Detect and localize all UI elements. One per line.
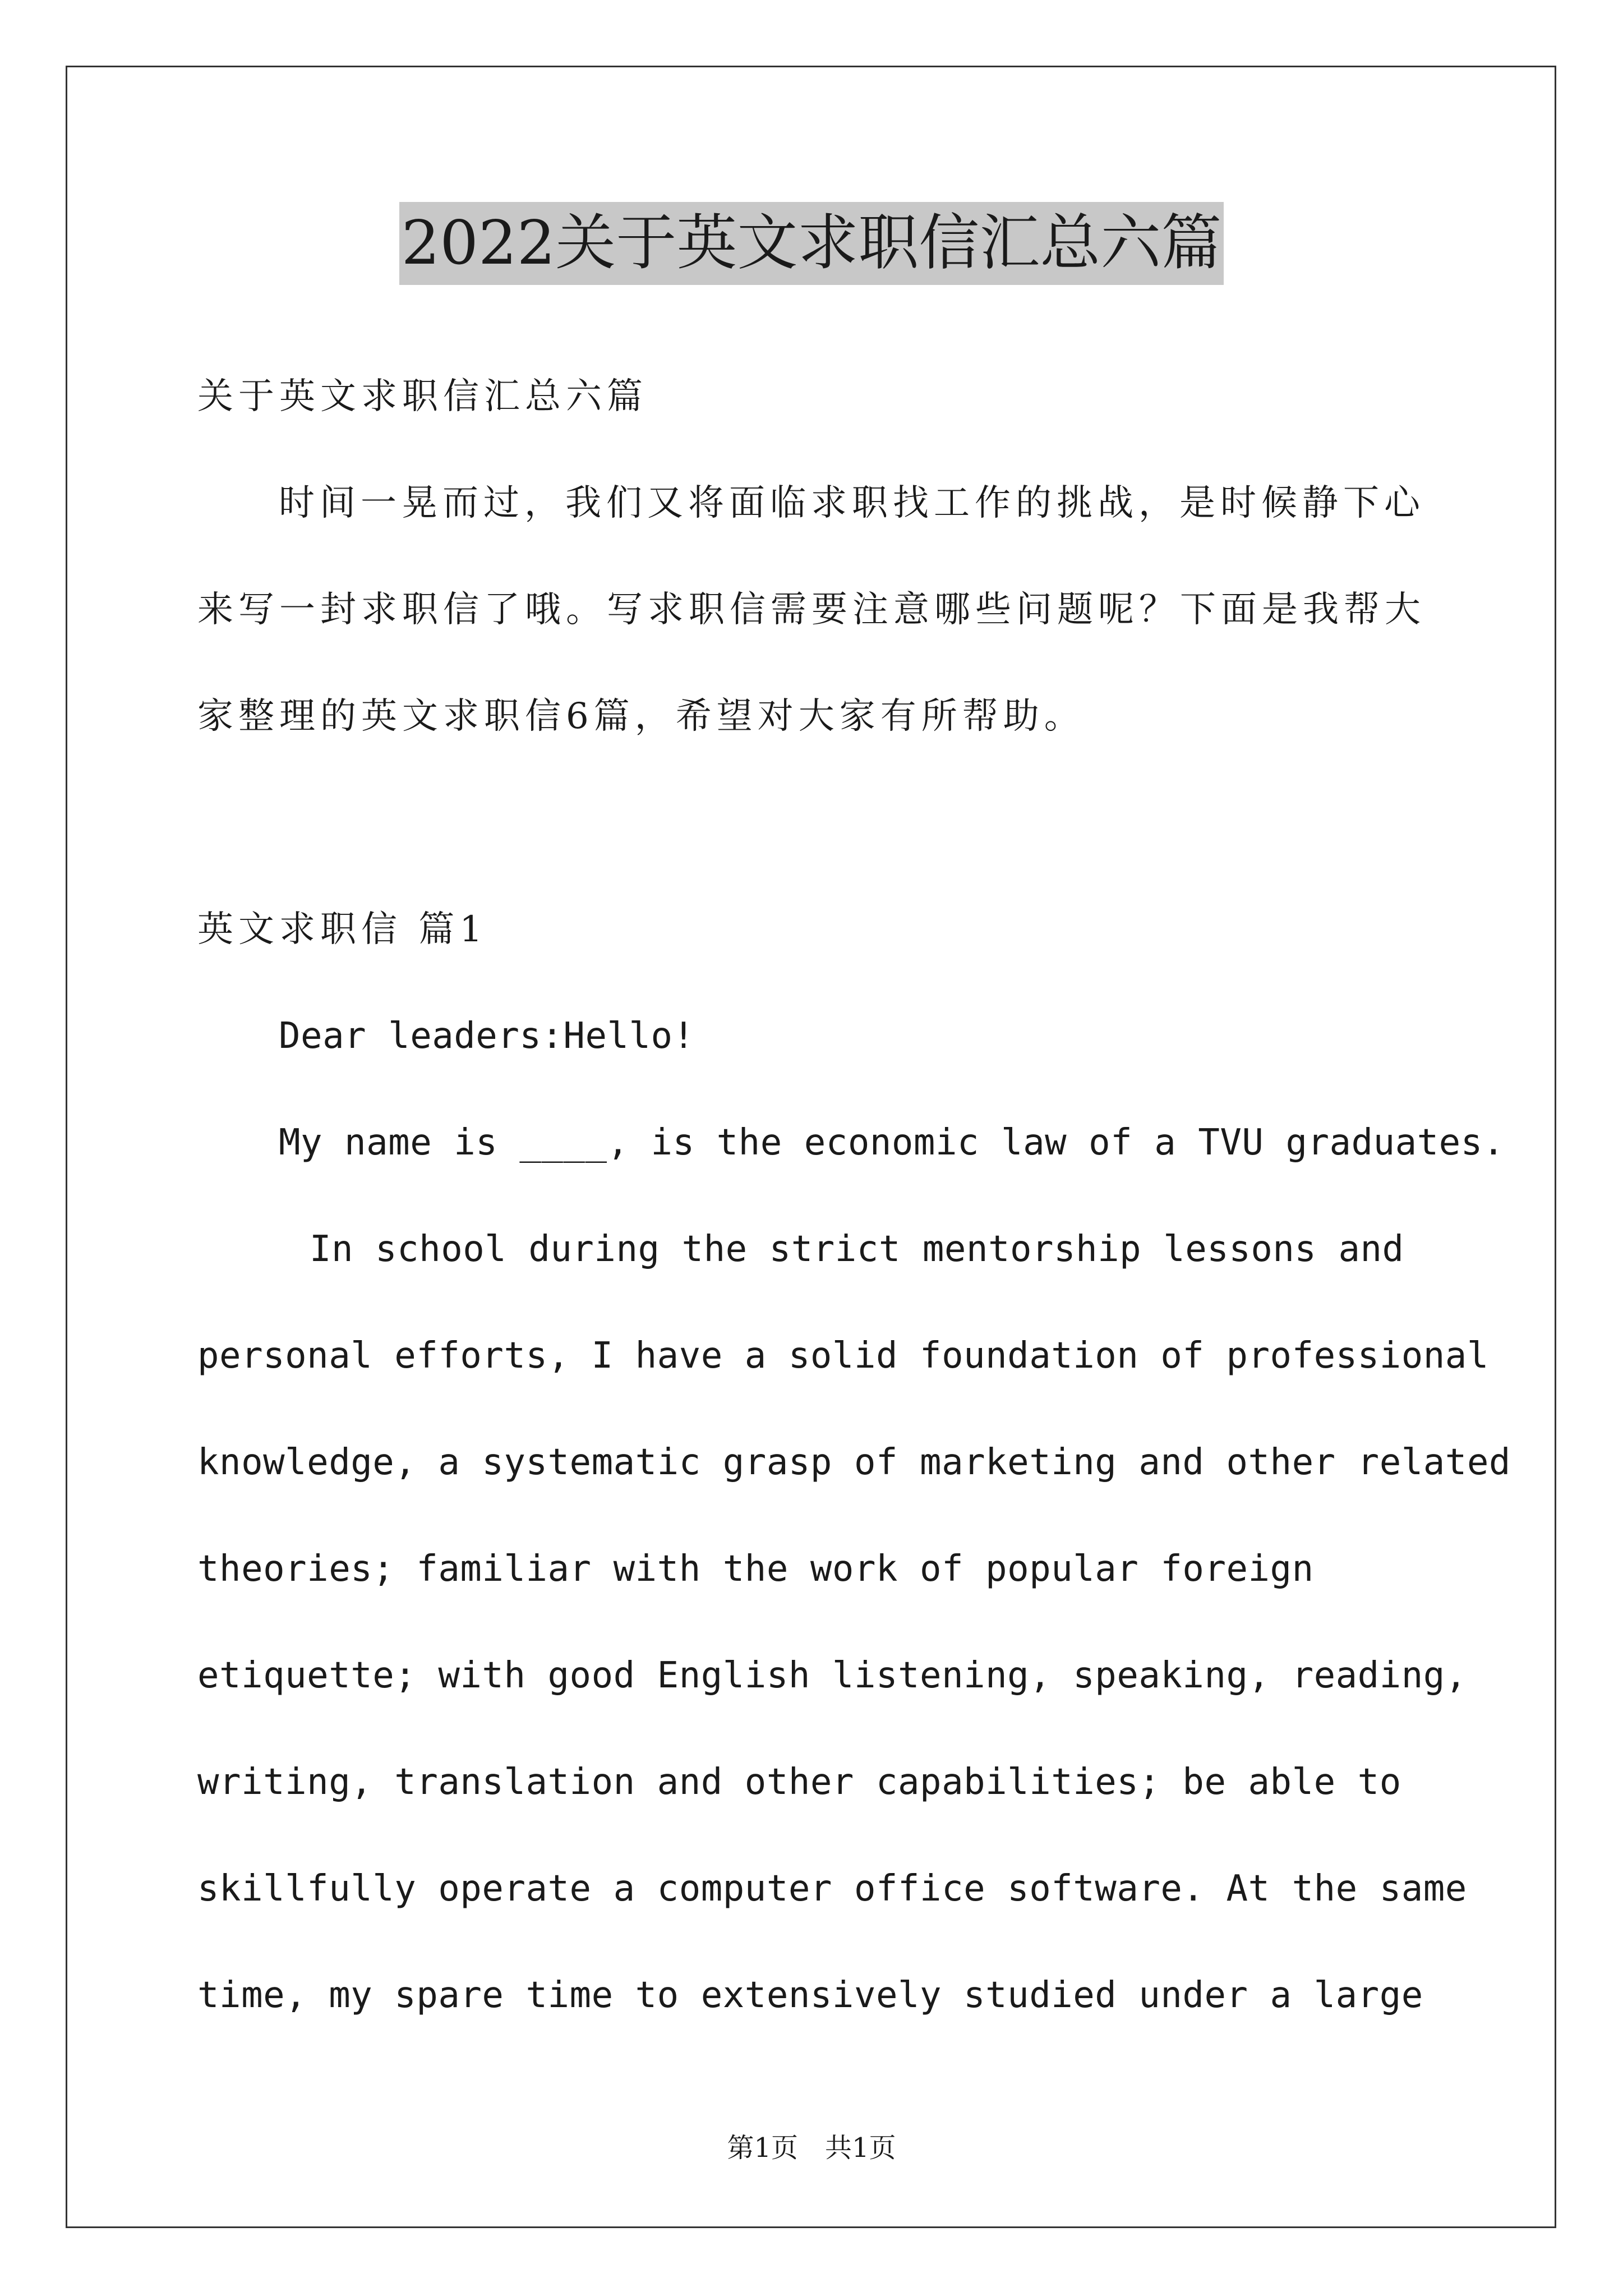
body-line-3: knowledge, a systematic grasp of marketing and other related (197, 1442, 1511, 1483)
body-line-8: time, my spare time to extensively studied under a large (197, 1975, 1423, 2016)
salutation: Dear leaders:Hello! (279, 1015, 695, 1057)
body-line-5: etiquette; with good English listening, speaking, reading, (197, 1655, 1467, 1696)
intro-line-1: 时间一晃而过，我们又将面临求职找工作的挑战，是时候静下心 (279, 482, 1425, 524)
body-line-2: personal efforts, I have a solid foundation of professional (197, 1335, 1489, 1377)
section-heading: 英文求职信 篇1 (197, 909, 488, 950)
body-line-7: skillfully operate a computer office software. At the same (197, 1868, 1467, 1910)
intro-line-2: 来写一封求职信了哦。写求职信需要注意哪些问题呢？下面是我帮大 (197, 589, 1426, 631)
body-line-6: writing, translation and other capabilities; be able to (197, 1761, 1401, 1803)
intro-line-3: 家整理的英文求职信6篇，希望对大家有所帮助。 (197, 696, 1085, 737)
body-sentence-1: My name is ____, is the economic law of a TVU graduates. (279, 1122, 1505, 1163)
page-footer: 第1页 共1页 (727, 2132, 896, 2164)
document-body (197, 343, 1511, 2049)
document-title: 2022关于英文求职信汇总六篇 (399, 202, 1224, 285)
subtitle: 关于英文求职信汇总六篇 (197, 376, 648, 417)
body-line-4: theories; familiar with the work of popular foreign (197, 1548, 1314, 1590)
title-container (0, 202, 1623, 285)
paragraph-spacer (197, 770, 1428, 876)
body-line-1: In school during the strict mentorship lessons and (310, 1228, 1404, 1270)
